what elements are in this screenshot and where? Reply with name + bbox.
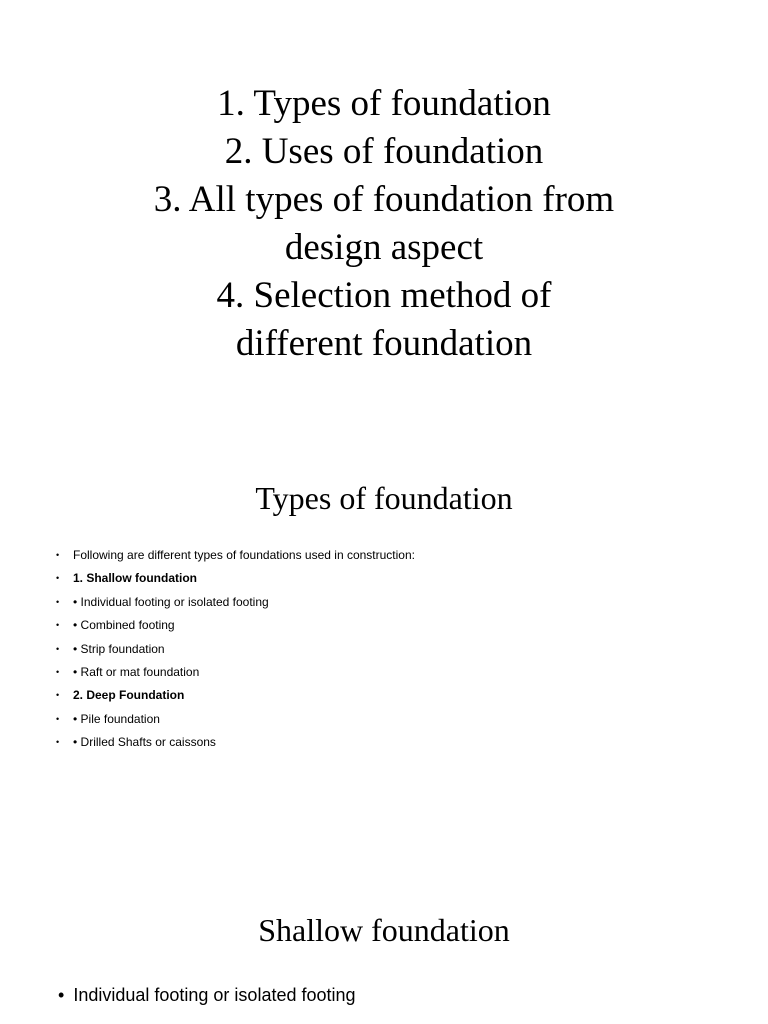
list-item [56, 571, 736, 594]
title-line: 2. Uses of foundation [224, 131, 544, 172]
bullet-icon: • [56, 713, 60, 724]
slide-3 [0, 890, 768, 1024]
title-line: 1. Types of foundation [217, 83, 551, 124]
slide-2 [0, 420, 768, 890]
bullet-icon: • [56, 737, 60, 748]
title-line: different foundation [235, 323, 533, 364]
list-item [56, 665, 736, 688]
list-item-text: • Raft or mat foundation [73, 664, 200, 679]
title-line: design aspect [284, 227, 484, 268]
bullet-icon: • [56, 666, 60, 677]
list-item [56, 595, 736, 618]
list-item [56, 712, 736, 735]
slide-2-bullet-list [56, 548, 736, 759]
bullet-icon: • [56, 550, 60, 560]
title-line: 4. Selection method of [216, 275, 552, 316]
list-item [56, 688, 736, 711]
bullet-icon: • [58, 985, 65, 1005]
bullet-icon: • [56, 573, 60, 584]
slide-2-heading: Types of foundation [255, 480, 513, 516]
list-item-text: • Strip foundation [73, 641, 165, 656]
bullet-icon: • [56, 596, 60, 607]
list-item-text: Individual footing or isolated footing [73, 985, 356, 1005]
list-item [58, 984, 356, 1006]
list-item-text: 2. Deep Foundation [73, 688, 185, 703]
bullet-icon: • [56, 620, 60, 631]
list-item [56, 642, 736, 665]
list-item-text: 1. Shallow foundation [73, 571, 197, 586]
slide-1 [0, 0, 768, 420]
list-item-text: Following are different types of foundations used in construction: [73, 548, 415, 562]
list-item-text: • Pile foundation [73, 711, 160, 726]
list-item [56, 735, 736, 758]
list-item [56, 618, 736, 641]
bullet-icon: • [56, 643, 60, 654]
slide-1-title-list [60, 80, 708, 368]
bullet-icon: • [56, 690, 60, 701]
list-item-text: • Combined footing [73, 618, 175, 633]
slide-3-bullet-list [58, 984, 356, 1006]
title-line: 3. All types of foundation from [153, 179, 615, 220]
list-item-text: • Individual footing or isolated footing [73, 594, 269, 609]
list-item [56, 548, 736, 571]
list-item-text: • Drilled Shafts or caissons [73, 735, 216, 750]
slide-3-heading: Shallow foundation [258, 912, 510, 948]
